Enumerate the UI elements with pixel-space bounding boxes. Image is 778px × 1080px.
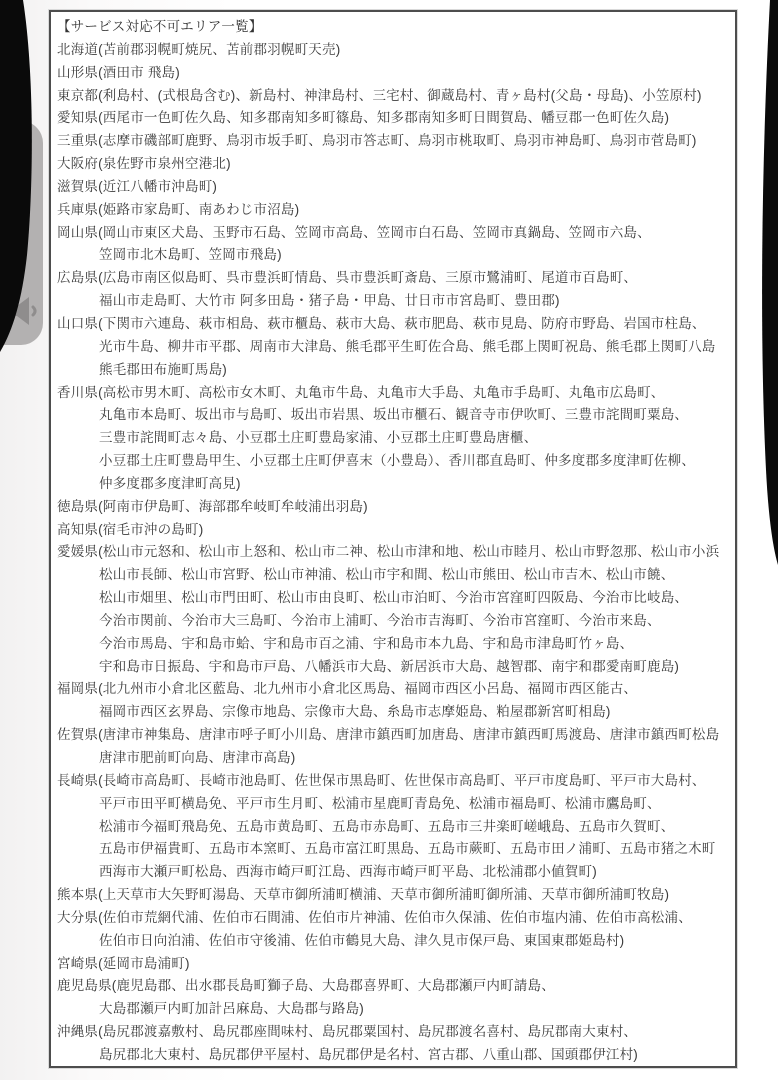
area-line: 福岡市西区玄界島、宗像市地島、宗像市大島、糸島市志摩姫島、粕屋郡新宮町相島) bbox=[99, 704, 611, 720]
area-line: 長崎県(長崎市高島町、長崎市池島町、佐世保市黒島町、佐世保市高島町、平戸市度島町、平戸市大島村、 bbox=[57, 772, 706, 788]
area-line: 滋賀県(近江八幡市沖島町) bbox=[57, 178, 218, 194]
area-line: 三豊市詫間町志々島、小豆郡土庄町豊島家浦、小豆郡土庄町豊島唐櫃、 bbox=[99, 430, 538, 446]
area-line: 五島市伊福貴町、五島市本窯町、五島市富江町黒島、五島市蕨町、五島市田ノ浦町、五島市猪之木町 bbox=[99, 841, 716, 857]
area-line: 佐伯市日向泊浦、佐伯市守後浦、佐伯市鶴見大島、津久見市保戸島、東国東郡姫島村) bbox=[99, 932, 625, 948]
area-line: 松浦市今福町飛島免、五島市黄島町、五島市赤島町、五島市三井楽町嵯峨島、五島市久賀町、 bbox=[99, 818, 675, 834]
area-line: 松山市長師、松山市宮野、松山市神浦、松山市宇和間、松山市熊田、松山市吉木、松山市饒、 bbox=[99, 567, 675, 583]
area-line: 大分県(佐伯市荒網代浦、佐伯市石間浦、佐伯市片神浦、佐伯市久保浦、佐伯市塩内浦、佐伯市高松浦、 bbox=[57, 909, 692, 925]
area-line: 平戸市田平町横島免、平戸市生月町、松浦市星鹿町青島免、松浦市福島町、松浦市鷹島町、 bbox=[99, 795, 661, 811]
area-line: 東京都(利島村、(式根島含む)、新島村、神津島村、三宅村、御蔵島村、青ヶ島村(父島・母島)、小笠原村) bbox=[57, 87, 702, 103]
area-line: 愛知県(西尾市一色町佐久島、知多郡南知多町篠島、知多郡南知多町日間賀島、幡豆郡一色町佐久島) bbox=[57, 110, 670, 126]
area-line: 岡山県(岡山市東区犬島、玉野市石島、笠岡市高島、笠岡市白石島、笠岡市真鍋島、笠岡市六島、 bbox=[57, 224, 651, 240]
area-line: 熊本県(上天草市大矢野町湯島、天草市御所浦町横浦、天草市御所浦町御所浦、天草市御所浦町牧島) bbox=[57, 887, 670, 903]
area-line: 山形県(酒田市 飛島) bbox=[57, 64, 180, 80]
area-line: 兵庫県(姫路市家島町、南あわじ市沼島) bbox=[57, 201, 300, 217]
volume-overlay-panel bbox=[0, 121, 43, 345]
area-line: 大島郡瀬戸内町加計呂麻島、大島郡与路島) bbox=[99, 1001, 364, 1017]
area-line: 福岡県(北九州市小倉北区藍島、北九州市小倉北区馬島、福岡市西区小呂島、福岡市西区能古、 bbox=[57, 681, 638, 697]
area-line: 唐津市肥前町向島、唐津市高島) bbox=[99, 750, 296, 765]
area-line: 大阪府(泉佐野市泉州空港北) bbox=[57, 156, 231, 172]
area-line: 西海市大瀬戸町松島、西海市崎戸町江島、西海市崎戸町平島、北松浦郡小値賀町) bbox=[99, 864, 597, 880]
area-line: 今治市馬島、宇和島市蛤、宇和島市百之浦、宇和島市本九島、宇和島市津島町竹ヶ島、 bbox=[99, 635, 634, 651]
area-line: 光市牛島、柳井市平郡、周南市大津島、熊毛郡平生町佐合島、熊毛郡上関町祝島、熊毛郡上関町八島 bbox=[99, 338, 716, 354]
area-line: 福山市走島町、大竹市 阿多田島・猪子島・甲島、廿日市市宮島町、豊田郡) bbox=[99, 293, 560, 309]
area-line: 山口県(下関市六連島、萩市相島、萩市櫃島、萩市大島、萩市肥島、萩市見島、防府市野島、岩国市柱島、 bbox=[57, 315, 706, 331]
area-line: 香川県(高松市男木町、高松市女木町、丸亀市牛島、丸亀市大手島、丸亀市手島町、丸亀市広島町、 bbox=[57, 384, 665, 400]
speaker-muted-icon[interactable] bbox=[3, 293, 39, 329]
area-line: 鹿児島県(鹿児島郡、出水郡長島町獅子島、大島郡喜界町、大島郡瀬戸内町請島、 bbox=[57, 978, 555, 994]
area-line: 三重県(志摩市磯部町鹿野、鳥羽市坂手町、鳥羽市答志町、鳥羽市桃取町、鳥羽市神島町、鳥羽市菅島町) bbox=[57, 133, 697, 149]
area-list bbox=[57, 39, 735, 1067]
area-line: 愛媛県(松山市元怒和、松山市上怒和、松山市二神、松山市津和地、松山市睦月、松山市野忽那、松山市小浜 bbox=[57, 544, 720, 560]
area-line: 笠岡市北木島町、笠岡市飛島) bbox=[99, 247, 282, 263]
area-line: 宮崎県(延岡市島浦町) bbox=[57, 955, 190, 971]
area-line: 今治市関前、今治市大三島町、今治市上浦町、今治市吉海町、今治市宮窪町、今治市来島、 bbox=[99, 612, 661, 628]
area-line: 沖縄県(島尻郡渡嘉敷村、島尻郡座間味村、島尻郡粟国村、島尻郡渡名喜村、島尻郡南大東村、 bbox=[57, 1024, 638, 1040]
area-line: 高知県(宿毛市沖の島町) bbox=[57, 521, 204, 537]
area-line: 宇和島市日振島、宇和島市戸島、八幡浜市大島、新居浜市大島、越智郡、南宇和郡愛南町鹿島) bbox=[99, 658, 680, 674]
document-title: 【サービス対応不可エリア一覧】 bbox=[57, 19, 263, 34]
area-line: 小豆郡土庄町豊島甲生、小豆郡土庄町伊喜末（小豊島）、香川郡直島町、仲多度郡多度津町佐柳、 bbox=[99, 453, 696, 469]
service-unavailable-area-document bbox=[49, 10, 737, 1068]
area-line: 北海道(苫前郡羽幌町焼尻、苫前郡羽幌町天売) bbox=[57, 41, 341, 57]
area-line: 松山市畑里、松山市門田町、松山市由良町、松山市泊町、今治市宮窪町四阪島、今治市比岐島、 bbox=[99, 590, 689, 606]
area-line: 島尻郡北大東村、島尻郡伊平屋村、島尻郡伊是名村、宮古郡、八重山郡、国頭郡伊江村) bbox=[99, 1046, 638, 1062]
area-line: 仲多度郡多度津町高見) bbox=[99, 475, 241, 491]
area-line: 丸亀市本島町、坂出市与島町、坂出市岩黒、坂出市櫃石、観音寺市伊吹町、三豊市詫間町粟島、 bbox=[99, 407, 689, 423]
area-line: 佐賀県(唐津市神集島、唐津市呼子町小川島、唐津市鎮西町加唐島、唐津市鎮西町馬渡島、唐津市鎮西町松島 bbox=[57, 727, 720, 743]
area-line: 広島県(広島市南区似島町、呉市豊浜町情島、呉市豊浜町斎島、三原市鷺浦町、尾道市百島町、 bbox=[57, 270, 638, 286]
area-line: 徳島県(阿南市伊島町、海部郡牟岐町牟岐浦出羽島) bbox=[57, 498, 368, 514]
area-line: 熊毛郡田布施町馬島) bbox=[99, 361, 227, 377]
